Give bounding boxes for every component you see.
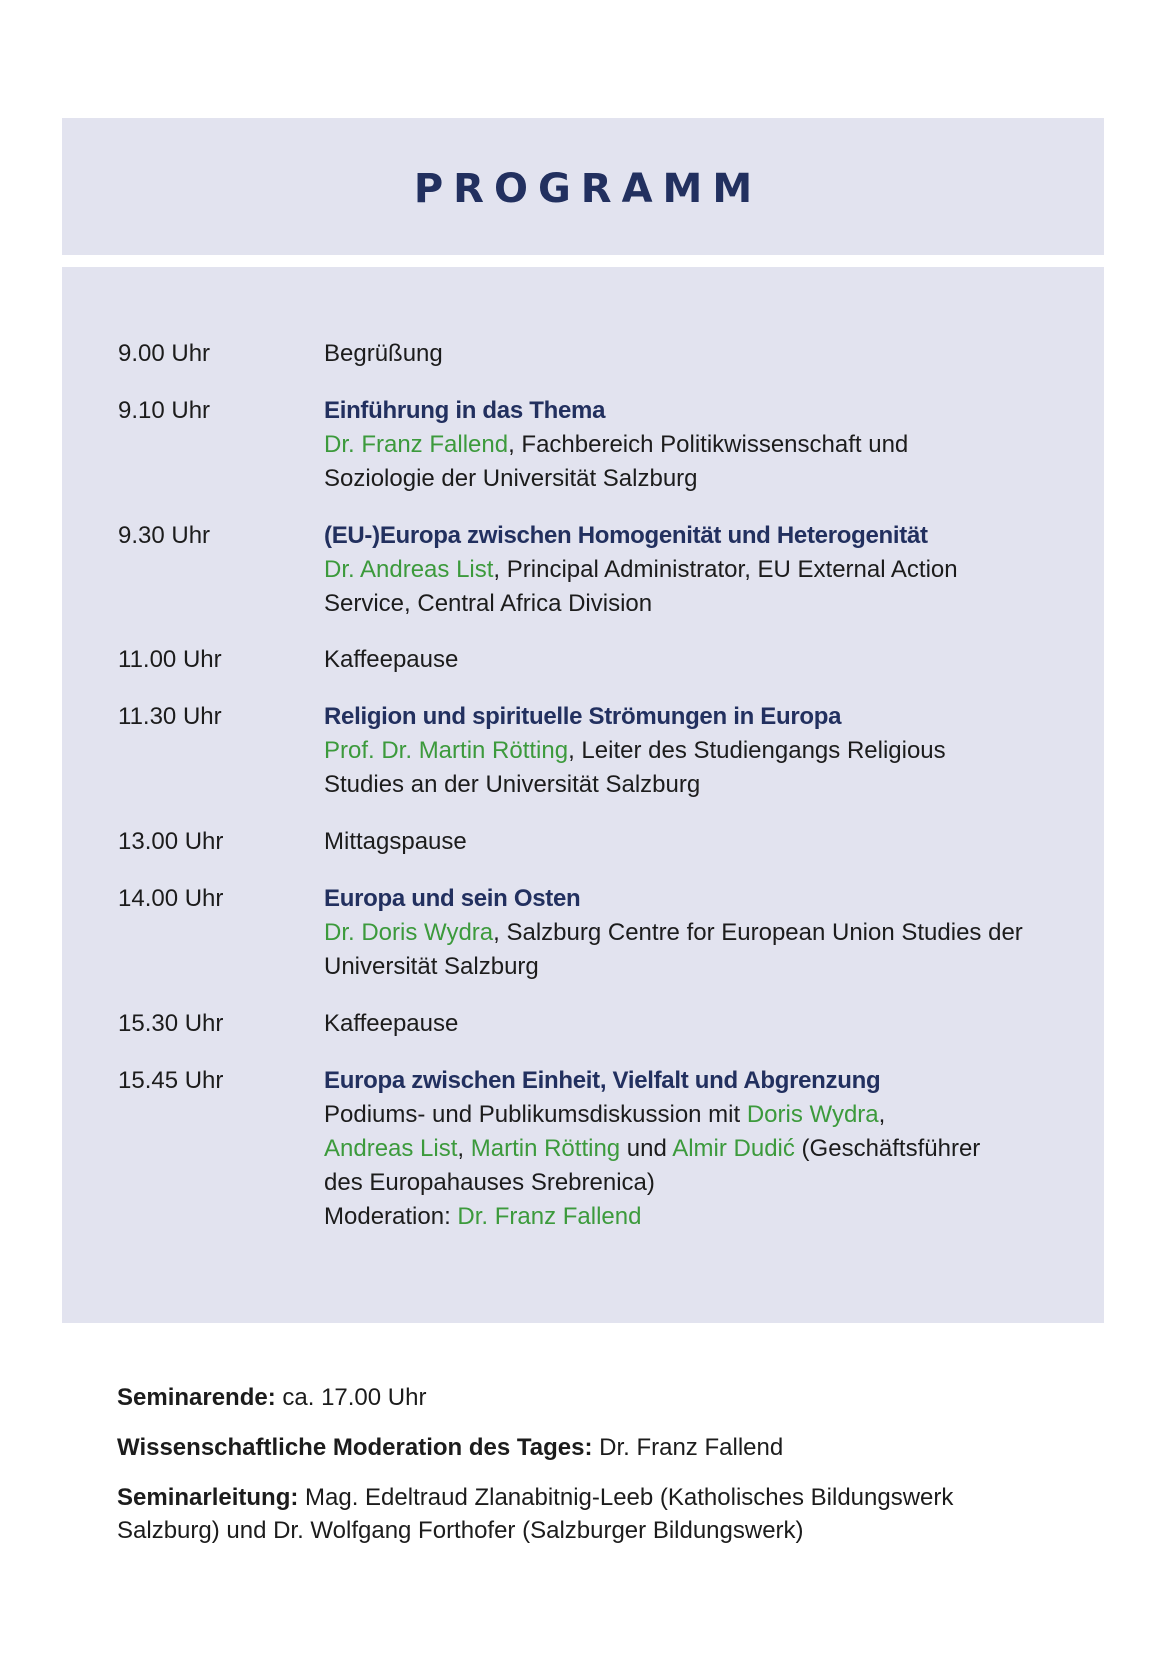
schedule-time: 9.30 Uhr	[118, 522, 211, 549]
schedule-item	[324, 1064, 1024, 1234]
schedule-item	[324, 882, 1024, 984]
speaker-name: Dr. Andreas List	[324, 556, 494, 583]
seminar-lead-value: Mag. Edeltraud Zlanabitnig-Leeb (Katholisches Bildungswerk Salzburg) und Dr. Wolfgang Forthofer (Salzburger Bildungswerk)	[117, 1484, 954, 1544]
speaker-description: , Salzburg Centre for European Union Studies der Universität Salzburg	[324, 919, 1023, 980]
seminar-end-label: Seminarende:	[117, 1384, 276, 1411]
speaker-name: Dr. Doris Wydra	[324, 919, 494, 946]
page-title: PROGRAMM	[413, 165, 763, 212]
header-banner	[62, 118, 1104, 255]
separator-text: ,	[878, 1101, 886, 1128]
schedule-time: 9.10 Uhr	[118, 397, 211, 424]
schedule-item	[324, 519, 1024, 621]
schedule-label: Kaffeepause	[324, 1010, 459, 1037]
speaker-description: , Principal Administrator, EU External Action Service, Central Africa Division	[324, 556, 958, 617]
panel-intro: Podiums- und Publikumsdiskussion mit	[324, 1101, 747, 1128]
talk-title: Einführung in das Thema	[324, 397, 606, 424]
talk-title: Europa zwischen Einheit, Vielfalt und Abgrenzung	[324, 1067, 881, 1094]
separator-text: ,	[457, 1135, 471, 1162]
schedule-time: 13.00 Uhr	[118, 828, 224, 855]
schedule-time: 11.00 Uhr	[118, 646, 222, 673]
panelist-name: Doris Wydra	[746, 1101, 879, 1128]
daily-moderation	[117, 1431, 1017, 1464]
speaker-name: Prof. Dr. Martin Rötting	[324, 737, 569, 764]
schedule-item	[324, 337, 1024, 371]
moderation-label: Moderation:	[324, 1203, 458, 1230]
speaker-name: Dr. Franz Fallend	[324, 431, 509, 458]
schedule-label: Kaffeepause	[324, 646, 459, 673]
separator-text: und	[620, 1135, 673, 1162]
seminar-lead	[117, 1481, 977, 1547]
schedule-time: 14.00 Uhr	[118, 885, 224, 912]
panel-tail: (Geschäftsführer des Europahauses Srebrenica)	[324, 1135, 981, 1196]
seminar-end	[117, 1381, 1017, 1414]
program-schedule	[62, 267, 1104, 1323]
schedule-label: Mittagspause	[324, 828, 467, 855]
talk-title: Religion und spirituelle Strömungen in Europa	[324, 703, 842, 730]
moderator-name: Dr. Franz Fallend	[457, 1203, 642, 1230]
panelist-name: Almir Dudić	[672, 1135, 795, 1162]
speaker-description: , Leiter des Studiengangs Religious Studies an der Universität Salzburg	[324, 737, 946, 798]
schedule-item	[324, 394, 1024, 496]
schedule-item	[324, 643, 1024, 677]
talk-title: (EU-)Europa zwischen Homogenität und Heterogenität	[324, 522, 928, 549]
schedule-item	[324, 1007, 1024, 1041]
schedule-time: 11.30 Uhr	[118, 703, 222, 730]
panel-description	[324, 1098, 1024, 1200]
daily-moderation-value: Dr. Franz Fallend	[592, 1434, 784, 1461]
seminar-end-value: ca. 17.00 Uhr	[275, 1384, 427, 1411]
speaker-description: , Fachbereich Politikwissenschaft und Soziologie der Universität Salzburg	[324, 431, 909, 492]
panelist-name: Martin Rötting	[470, 1135, 621, 1162]
schedule-time: 15.30 Uhr	[118, 1010, 224, 1037]
panelist-name: Andreas List	[324, 1135, 458, 1162]
daily-moderation-label: Wissenschaftliche Moderation des Tages:	[117, 1434, 593, 1461]
schedule-label: Begrüßung	[324, 340, 443, 367]
talk-title: Europa und sein Osten	[324, 885, 581, 912]
schedule-item	[324, 825, 1024, 859]
schedule-item	[324, 700, 1024, 802]
schedule-time: 9.00 Uhr	[118, 340, 211, 367]
seminar-lead-label: Seminarleitung:	[117, 1484, 299, 1511]
schedule-time: 15.45 Uhr	[118, 1067, 224, 1094]
